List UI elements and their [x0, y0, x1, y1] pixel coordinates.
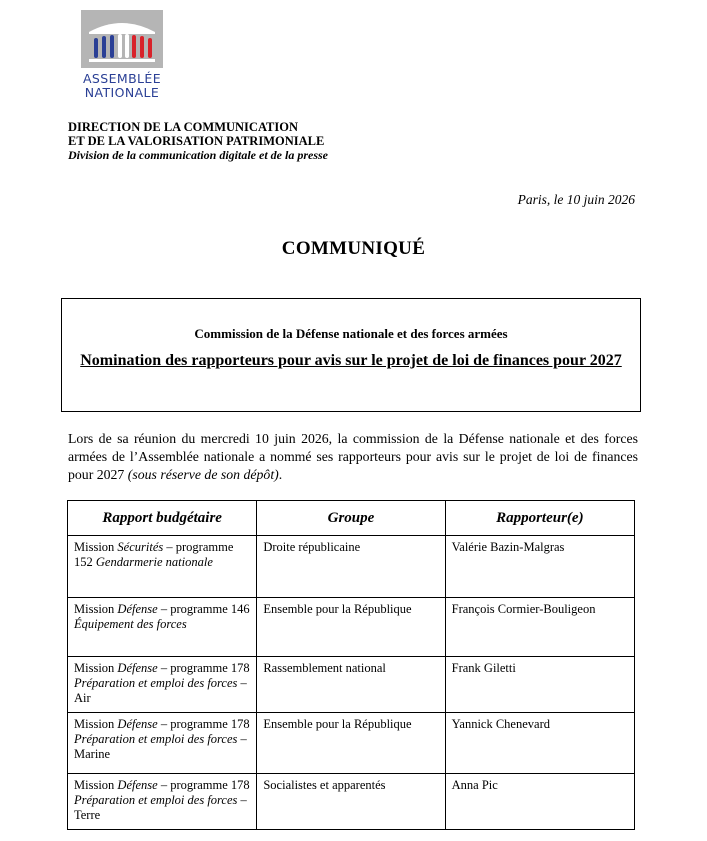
rapporteur-cell: Anna Pic [445, 774, 634, 830]
rapporteur-cell: François Cormier-Bouligeon [445, 598, 634, 657]
rapport-cell: Mission Défense – programme 178 Préparation et emploi des forces – Air [68, 657, 257, 713]
table-row [68, 713, 635, 774]
page-title: COMMUNIQUÉ [281, 238, 426, 259]
direction-line-1: DIRECTION DE LA COMMUNICATION [68, 120, 298, 134]
logo-text: ASSEMBLÉE NATIONALE [82, 71, 162, 100]
table-row [68, 598, 635, 657]
intro-paragraph [68, 430, 638, 484]
groupe-cell: Socialistes et apparentés [257, 774, 445, 830]
groupe-cell: Rassemblement national [257, 657, 445, 713]
rapporteur-cell: Frank Giletti [445, 657, 634, 713]
rapporteurs-table [67, 500, 635, 830]
header-rapport: Rapport budgétaire [68, 501, 257, 536]
rapport-cell: Mission Défense – programme 178 Préparation et emploi des forces – Terre [68, 774, 257, 830]
intro-end: . [278, 467, 283, 482]
rapport-cell: Mission Défense – programme 146 Équipement des forces [68, 598, 257, 657]
intro-note: (sous réserve de son dépôt) [127, 467, 279, 482]
rapport-cell: Mission Défense – programme 178 Préparation et emploi des forces – Marine [68, 713, 257, 774]
nomination-title: Nomination des rapporteurs pour avis sur le projet de loi de finances pour 2027 [80, 352, 622, 369]
groupe-cell: Droite républicaine [257, 536, 445, 598]
division-line: Division de la communication digitale et de la presse [68, 148, 328, 162]
subject-box [61, 298, 641, 412]
hemicycle-icon [81, 10, 163, 68]
header-rapporteur: Rapporteur(e) [445, 501, 634, 536]
assemblee-nationale-logo [73, 10, 171, 100]
date-line: Paris, le 10 juin 2026 [517, 192, 635, 207]
rapport-cell: Mission Sécurités – programme 152 Gendarmerie nationale [68, 536, 257, 598]
rapporteur-cell: Yannick Chenevard [445, 713, 634, 774]
table-row [68, 774, 635, 830]
rapporteur-cell: Valérie Bazin-Malgras [445, 536, 634, 598]
commission-name: Commission de la Défense nationale et des forces armées [194, 326, 508, 341]
direction-header [68, 120, 328, 162]
table-row [68, 657, 635, 713]
header-groupe: Groupe [257, 501, 445, 536]
intro-text: Lors de sa réunion du mercredi 10 juin 2026, la commission de la Défense nationale et des forces armées de l’Assemblée nationale a nommé ses rapporteurs pour avis sur le projet de loi de finances pour 2027 [68, 431, 638, 482]
groupe-cell: Ensemble pour la République [257, 598, 445, 657]
direction-line-2: ET DE LA VALORISATION PATRIMONIALE [68, 134, 325, 148]
table-row [68, 536, 635, 598]
groupe-cell: Ensemble pour la République [257, 713, 445, 774]
table-header-row [68, 501, 635, 536]
